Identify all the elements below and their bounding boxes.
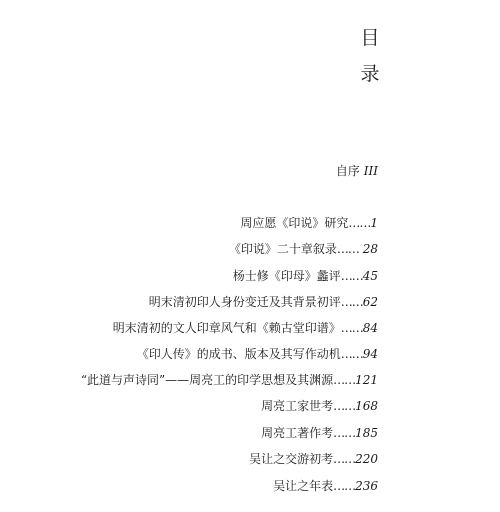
toc-entry-page: 94 — [362, 347, 378, 361]
toc-entry — [261, 425, 378, 441]
toc-entry — [113, 320, 378, 336]
toc-entry-title: 明末清初印人身份变迁及其背景初评 — [148, 295, 341, 309]
toc-entry-title: 杨士修《印母》蠡评 — [232, 269, 341, 283]
toc-entry-leader: …… — [340, 347, 363, 361]
toc-entry-preface — [336, 163, 378, 179]
toc-entry — [240, 215, 378, 231]
toc-entry-title: 周亮工家世考 — [261, 399, 334, 413]
toc-entry-title: 自序 — [335, 164, 360, 178]
toc-entry-leader: …… — [336, 242, 359, 256]
contents-title-char-1: 目 — [360, 27, 380, 49]
toc-entry-page: 62 — [362, 295, 378, 309]
toc-entry — [273, 478, 378, 494]
toc-entry — [137, 346, 378, 362]
toc-entry-page: 1 — [370, 216, 378, 230]
toc-entry-page: 121 — [355, 373, 378, 387]
toc-entry — [81, 372, 378, 388]
toc-entry-page: 168 — [355, 399, 378, 413]
toc-entry-leader: …… — [340, 269, 363, 283]
toc-entry-title: 周应愿《印说》研究 — [240, 216, 349, 230]
toc-entry-leader: …… — [333, 479, 356, 493]
toc-entry-page: 45 — [362, 269, 378, 283]
toc-entry-title: 《印人传》的成书、版本及其写作动机 — [136, 347, 341, 361]
toc-entry — [233, 268, 378, 284]
toc-entry-title: “此道与声诗同”——周亮工的印学思想及其渊源 — [80, 373, 334, 387]
toc-entry-title: 吴让之交游初考 — [249, 452, 334, 466]
toc-entry — [261, 398, 378, 414]
toc-entry-title: 《印说》二十章叙录 — [228, 242, 337, 256]
contents-title-char-2: 录 — [360, 63, 380, 85]
toc-entry-leader: …… — [348, 216, 371, 230]
toc-entry-leader: …… — [340, 321, 363, 335]
toc-entry-page: 28 — [362, 242, 378, 256]
toc-entry — [249, 451, 378, 467]
toc-entry-leader: …… — [340, 295, 363, 309]
toc-entry-leader: …… — [333, 452, 356, 466]
toc-entry-page: 220 — [355, 452, 378, 466]
toc-entry-title: 吴让之年表 — [273, 479, 334, 493]
toc-entry-leader: …… — [333, 399, 356, 413]
toc-entry-page: 236 — [355, 479, 378, 493]
toc-entry-title: 明末清初的文人印章风气和《赖古堂印谱》 — [112, 321, 341, 335]
toc-entry-page: III — [363, 164, 378, 178]
toc-entry-page: 84 — [362, 321, 378, 335]
toc-entry — [149, 294, 378, 310]
toc-entry-leader: …… — [333, 426, 356, 440]
toc-entry-title: 周亮工著作考 — [261, 426, 334, 440]
toc-entry — [229, 241, 378, 257]
toc-entry-page: 185 — [355, 426, 378, 440]
toc-entry-leader: …… — [333, 373, 356, 387]
